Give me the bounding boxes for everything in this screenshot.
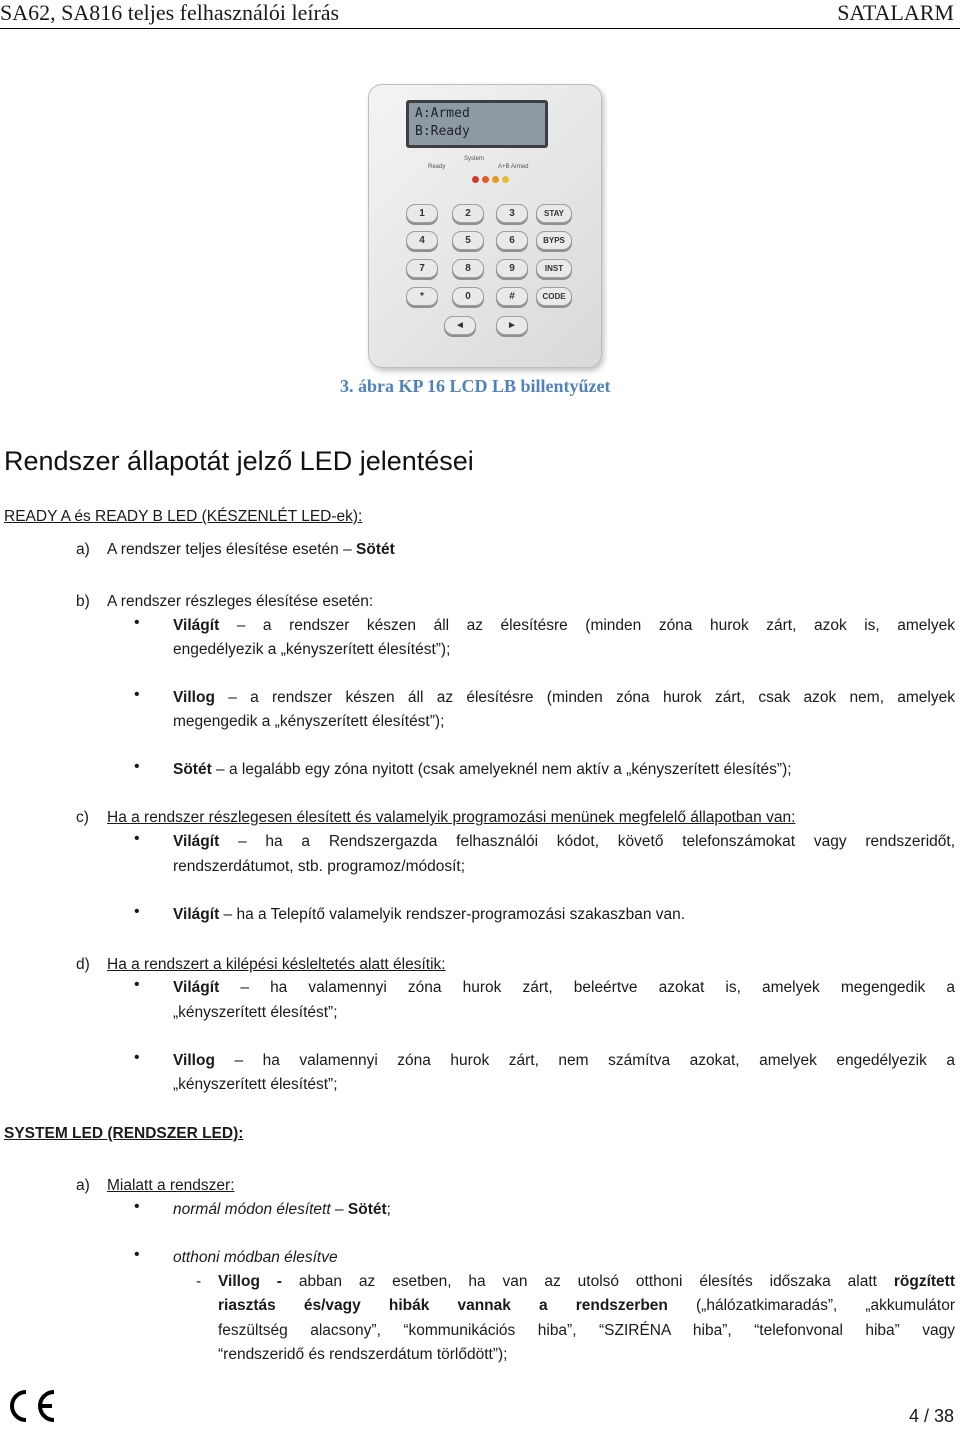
key-right: ► — [496, 316, 528, 335]
figure-caption: 3. ábra KP 16 LCD LB billentyűzet — [340, 376, 611, 396]
ready-b1-text: – a rendszer készen áll az élesítésre (minden zóna hurok zárt, azok is, amelyek — [219, 617, 955, 634]
system-a-text: Mialatt a rendszer: — [107, 1177, 235, 1194]
ready-a-bold: Sötét — [356, 541, 395, 558]
key-1: 1 — [406, 204, 438, 223]
key-star: * — [406, 287, 438, 306]
section-title: Rendszer állapotát jelző LED jelentései — [4, 446, 474, 476]
label-system: System — [464, 156, 485, 162]
ready-c2-line1 — [173, 905, 685, 925]
ready-d1-bold: Világít — [173, 979, 220, 996]
system-p-line3: feszültség alacsony”, “kommunikációs hiba”, “SZIRÉNA hiba”, “telefonvonal hiba” vagy — [218, 1322, 955, 1339]
ready-c1-bold: Világít — [173, 833, 220, 850]
key-3: 3 — [496, 204, 528, 223]
key-stay: STAY — [536, 204, 572, 223]
ready-b2-line1 — [173, 688, 955, 708]
ready-c-text: Ha a rendszer részlegesen élesített és valamelyik programozási menünek megfelelő állapotban van: — [107, 809, 796, 826]
ready-d1-line1 — [173, 978, 955, 998]
label-ready: Ready — [428, 164, 446, 170]
system-s1-dash: – — [330, 1201, 348, 1218]
key-4: 4 — [406, 231, 438, 250]
lcd-line-1: A:Armed — [415, 106, 470, 121]
bullet-icon: • — [134, 758, 140, 775]
ready-d1-line2: „kényszerített élesítést”; — [173, 1004, 338, 1021]
ready-a-text: A rendszer teljes élesítése esetén – — [107, 541, 357, 558]
system-p-bold2: rögzített — [893, 1273, 955, 1290]
led-red-icon — [472, 176, 479, 183]
ready-b1-bold: Világít — [173, 617, 220, 634]
led-orange-icon — [482, 176, 489, 183]
system-p-line2 — [218, 1296, 955, 1316]
ready-d2-line2: „kényszerített élesítést”; — [173, 1076, 338, 1093]
header-title: SA62, SA816 teljes felhasználói leírás — [0, 0, 340, 25]
lcd-line-2: B:Ready — [415, 124, 470, 139]
page-number: 4 / 38 — [908, 1406, 954, 1426]
bullet-icon: • — [134, 1246, 140, 1263]
ready-d2-text: – ha valamennyi zóna hurok zárt, nem számítva azokat, amelyek engedélyezik a — [214, 1052, 955, 1069]
ready-b3-line1 — [173, 760, 792, 780]
key-2: 2 — [452, 204, 484, 223]
label-armed: A+B Armed — [498, 164, 529, 170]
key-0: 0 — [452, 287, 484, 306]
system-s1-end: ; — [386, 1201, 391, 1218]
ready-b1-line2: engedélyezik a „kényszerített élesítést”); — [173, 641, 451, 658]
system-p-line2-text: („hálózatkimaradás”, „akkumulátor — [667, 1297, 955, 1314]
system-p-line2-bold: riasztás és/vagy hibák vannak a rendszerben — [218, 1297, 668, 1314]
key-hash: # — [496, 287, 528, 306]
system-p-text1: abban az esetben, ha van az utolsó otthoni élesítés időszaka alatt — [281, 1273, 894, 1290]
key-left: ◄ — [444, 316, 476, 335]
bullet-icon: • — [134, 1049, 140, 1066]
system-a-marker: a) — [76, 1177, 90, 1194]
ce-mark-icon — [4, 1388, 64, 1424]
keypad-image — [368, 84, 600, 366]
header-divider — [0, 28, 960, 29]
ready-d2-bold: Villog — [173, 1052, 215, 1069]
key-9: 9 — [496, 259, 528, 278]
key-5: 5 — [452, 231, 484, 250]
bullet-icon: • — [134, 830, 140, 847]
ready-b2-bold: Villog — [173, 689, 215, 706]
ready-c1-line2: rendszerdátumot, stb. programoz/módosít; — [173, 858, 466, 875]
ready-d1-text: – ha valamennyi zóna hurok zárt, beleértve azokat is, amelyek megengedik a — [219, 979, 955, 996]
system-s1-italic: normál módon élesített — [173, 1201, 331, 1218]
ready-c2-text: – ha a Telepítő valamelyik rendszer-programozási szakaszban van. — [219, 906, 686, 923]
system-p-line1 — [218, 1272, 955, 1292]
system-s1-bold: Sötét — [347, 1201, 387, 1218]
system-heading: SYSTEM LED (RENDSZER LED): — [4, 1125, 244, 1142]
bullet-icon: • — [134, 976, 140, 993]
system-s2-italic: otthoni módban élesítve — [173, 1249, 338, 1266]
key-6: 6 — [496, 231, 528, 250]
system-p-bold1: Villog - — [218, 1273, 282, 1290]
system-dash: - — [196, 1273, 202, 1290]
header-brand: SATALARM — [837, 0, 954, 25]
ready-a-marker: a) — [76, 541, 90, 558]
ready-heading: READY A és READY B LED (KÉSZENLÉT LED-ek): — [4, 508, 363, 525]
bullet-icon: • — [134, 686, 140, 703]
ready-d2-line1 — [173, 1051, 955, 1071]
system-p-line4: “rendszeridő és rendszerdátum törlődött”); — [218, 1346, 508, 1363]
ready-c1-text: – ha a Rendszergazda felhasználói kódot, követő telefonszámokat vagy rendszeridőt, — [219, 833, 955, 850]
key-code: CODE — [536, 287, 572, 306]
ready-b-text: A rendszer részleges élesítése esetén: — [107, 593, 374, 610]
led-amber-icon — [492, 176, 499, 183]
system-s1-line — [173, 1200, 391, 1220]
ready-b2-text: – a rendszer készen áll az élesítésre (minden zóna hurok zárt, csak azok nem, amelyek — [214, 689, 955, 706]
ready-a-line — [107, 540, 395, 560]
key-8: 8 — [452, 259, 484, 278]
ready-c1-line1 — [173, 832, 955, 852]
led-yellow-icon — [502, 176, 509, 183]
key-inst: INST — [536, 259, 572, 278]
bullet-icon: • — [134, 903, 140, 920]
keypad-lcd — [406, 100, 548, 148]
ready-b3-text: – a legalább egy zóna nyitott (csak amelyeknél nem aktív a „kényszerített élesítés”); — [211, 761, 792, 778]
ready-b3-bold: Sötét — [173, 761, 212, 778]
bullet-icon: • — [134, 1198, 140, 1215]
key-7: 7 — [406, 259, 438, 278]
ready-c2-bold: Világít — [173, 906, 220, 923]
key-byps: BYPS — [536, 231, 572, 250]
ready-b2-line2: megengedik a „kényszerített élesítést”); — [173, 713, 445, 730]
ready-d-marker: d) — [76, 956, 90, 973]
ready-d-text: Ha a rendszert a kilépési késleltetés alatt élesítik: — [107, 956, 446, 973]
bullet-icon: • — [134, 614, 140, 631]
ready-c-marker: c) — [76, 809, 89, 826]
ready-b-marker: b) — [76, 593, 90, 610]
ready-b1-line1 — [173, 616, 955, 636]
